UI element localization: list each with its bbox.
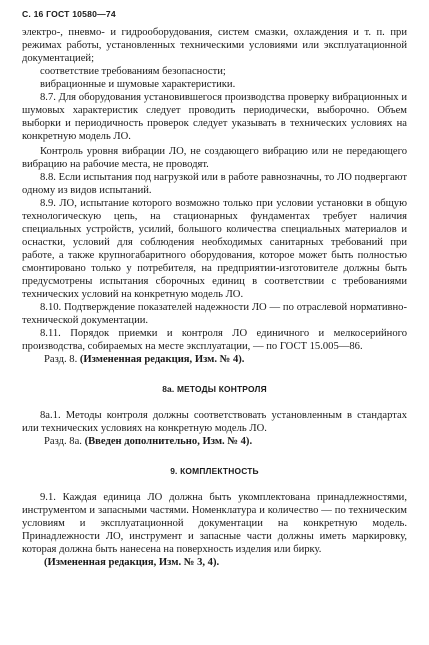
paragraph-equipment-list: электро-, пневмо- и гидрооборудования, систем смазки, охлаждения и т. п. при режимах работы, установленных техническими условиями или эксплуатационной документацией;	[22, 27, 407, 64]
note-section-9	[22, 556, 407, 569]
paragraph-8-8: 8.8. Если испытания под нагрузкой или в работе равнозначны, то ЛО подвергают одному из видов испытаний.	[22, 172, 407, 196]
paragraph-9-1: 9.1. Каждая единица ЛО должна быть укомплектована принадлежностями, инструментом и запасными частями. Номенклатура и количество — по техническим условиям и эксплуатационной документации на конкретную модель. Принадлежности ЛО, инструмент и запасные части должны иметь маркировку, которая должна быть нанесена на поверхность изделия или бирку.	[22, 492, 407, 555]
document-body	[22, 26, 407, 569]
note-prefix: Разд. 8а.	[44, 436, 82, 447]
section-9-title: 9. КОМПЛЕКТНОСТЬ	[170, 466, 259, 476]
paragraph-vibration-control: Контроль уровня вибрации ЛО, не создающего вибрацию или не передающего вибрацию на рабочие места, не проводят.	[22, 146, 407, 170]
paragraph-8-10: 8.10. Подтверждение показателей надежности ЛО — по отраслевой нормативно-технической документации.	[22, 302, 407, 326]
paragraph-8-11: 8.11. Порядок приемки и контроля ЛО единичного и мелкосерийного производства, собираемых на месте эксплуатации, — по ГОСТ 15.005—86.	[22, 328, 407, 352]
note-section-8	[22, 353, 407, 366]
section-8a-title: 8а. МЕТОДЫ КОНТРОЛЯ	[162, 384, 267, 394]
note-text: (Измененная редакция, Изм. № 3, 4).	[44, 557, 220, 568]
note-text: (Измененная редакция, Изм. № 4).	[79, 354, 245, 365]
page-header: С. 16 ГОСТ 10580—74	[22, 9, 116, 19]
note-prefix: Разд. 8.	[44, 354, 78, 365]
paragraph-8-9: 8.9. ЛО, испытание которого возможно только при условии установки в общую технологическую цепь, на стационарных фундаментах требует наличия специальных устройств, усилий, большого количества специальных материалов и оснастки, условий для соблюдения необходимых санитарных требований при работе, а также крупногабаритного оборудования, которое может быть полностью смонтировано только у потребителя, на предприятии-изготовителе должны быть предусмотрены испытания сборочных единиц в соответствии с требованиями технических условий на конкретную модель ЛО.	[22, 198, 407, 300]
paragraph-safety: соответствие требованиям безопасности;	[40, 66, 226, 77]
note-section-8a	[22, 435, 407, 448]
paragraph-8-7: 8.7. Для оборудования установившегося производства проверку вибрационных и шумовых характеристик следует проводить периодически, выборочно. Объем выборки и периодичность проверок следует указывать в технических условиях на конкретную модель ЛО.	[22, 92, 407, 142]
paragraph-vibration: вибрационные и шумовые характеристики.	[40, 79, 236, 90]
note-text: (Введен дополнительно, Изм. № 4).	[84, 436, 253, 447]
paragraph-8a-1: 8а.1. Методы контроля должны соответствовать установленным в стандартах или технических условиях на конкретную модель ЛО.	[22, 410, 407, 434]
